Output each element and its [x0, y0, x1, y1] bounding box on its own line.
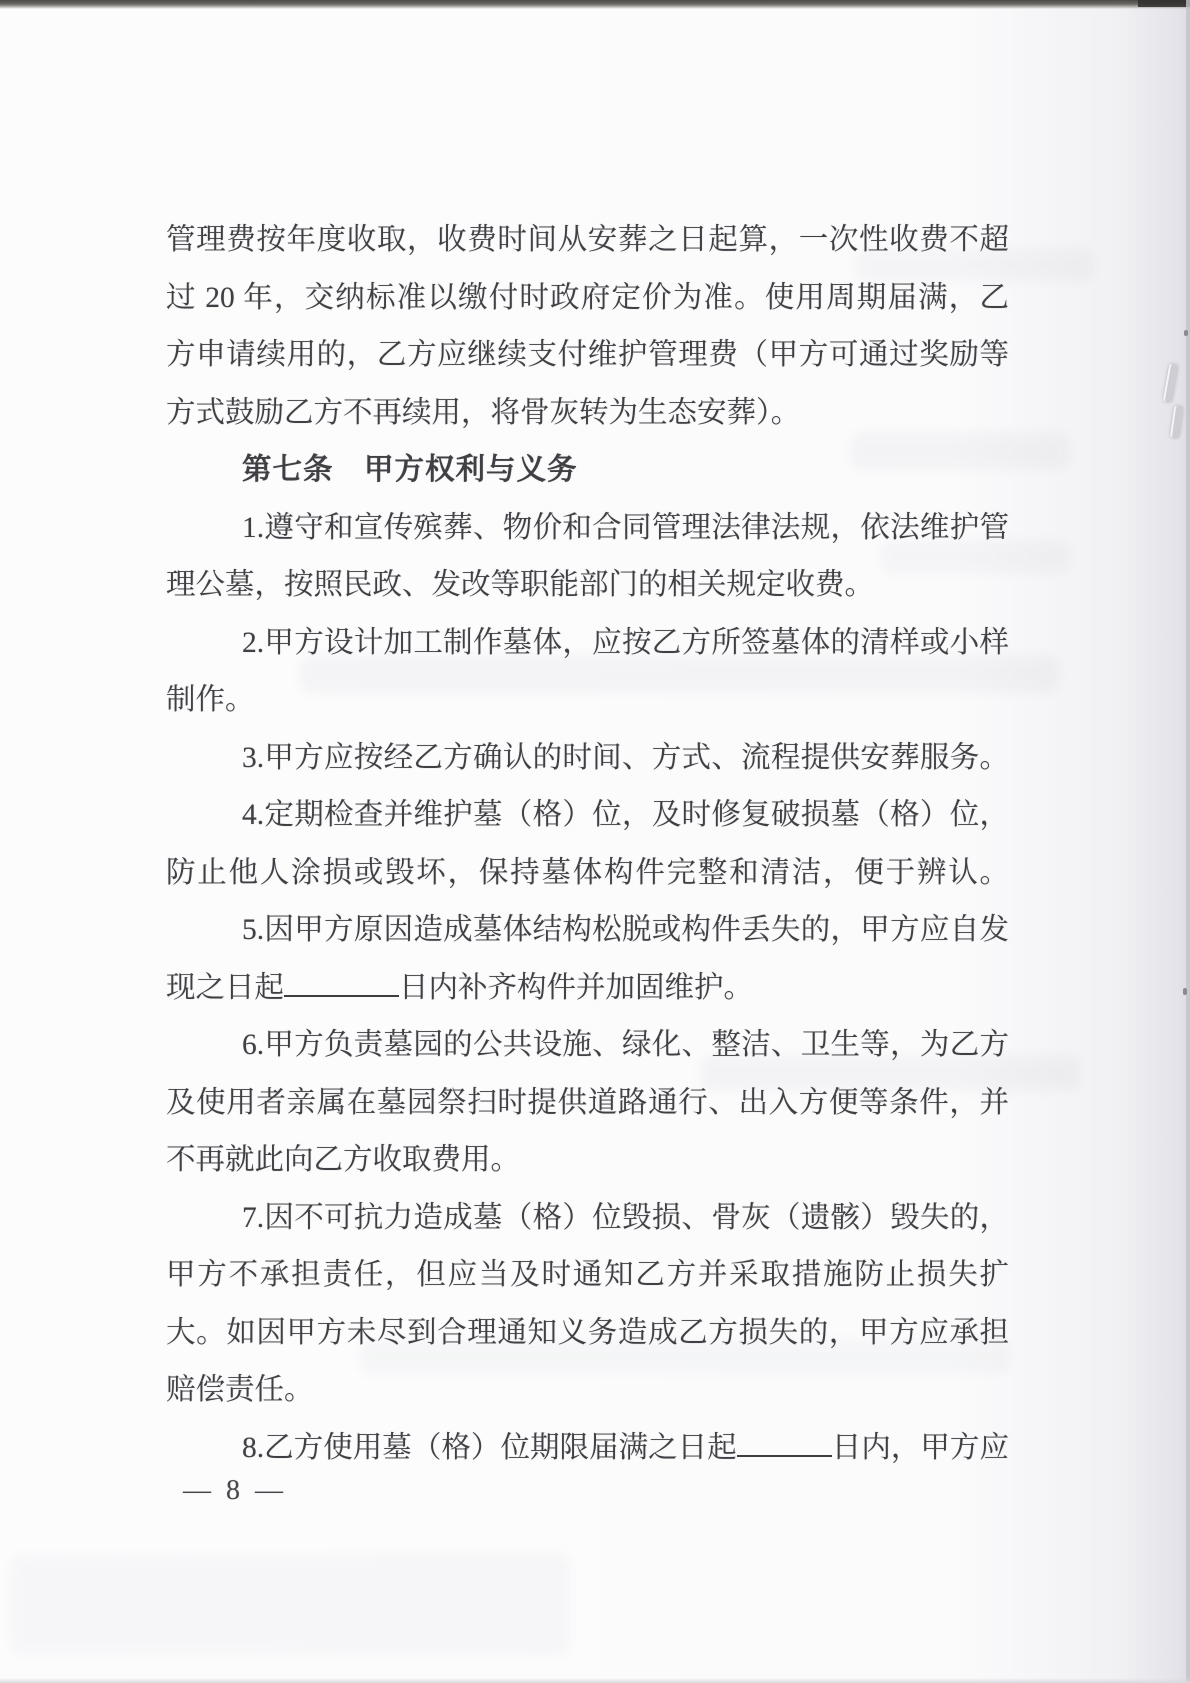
- bleedthrough-smudge: [10, 1555, 570, 1655]
- scan-right-edge: [1186, 0, 1190, 1683]
- scan-top-corner-mark: [1138, 0, 1190, 7]
- contract-line: 防止他人涂损或毁坏，保持墓体构件完整和清洁，便于辨认。: [166, 856, 1009, 889]
- contract-line: 6.甲方负责墓园的公共设施、绿化、整洁、卫生等，为乙方: [242, 1029, 1009, 1061]
- line-text: 现之日起: [166, 971, 285, 1004]
- contract-text-block: [166, 212, 1009, 1477]
- scan-bottom-edge: [0, 1678, 1190, 1683]
- page-number: — 8 —: [183, 1475, 287, 1506]
- contract-line: 理公墓，按照民政、发改等职能部门的相关规定收费。: [166, 569, 875, 601]
- contract-line: 管理费按年度收取，收费时间从安葬之日起算，一次性收费不超: [166, 224, 1009, 256]
- scan-top-edge: [0, 0, 1190, 9]
- fill-in-blank-days: [284, 969, 399, 996]
- contract-line: 大。如因甲方未尽到合理通知义务造成乙方损失的，甲方应承担: [166, 1316, 1009, 1349]
- contract-line-with-blank: [166, 1420, 1009, 1478]
- contract-line: 2.甲方设计加工制作墓体，应按乙方所签墓体的清样或小样: [242, 626, 1009, 659]
- scan-speck: [1183, 988, 1187, 995]
- contract-line: 1.遵守和宣传殡葬、物价和合同管理法律法规，依法维护管: [242, 511, 1009, 544]
- line-text: 8.乙方使用墓（格）位期限届满之日起: [242, 1431, 737, 1464]
- contract-line: 方申请续用的，乙方应继续支付维护管理费（甲方可通过奖励等: [166, 339, 1009, 371]
- line-text: 日内，甲方应: [831, 1431, 1009, 1464]
- contract-line: 7.因不可抗力造成墓（格）位毁损、骨灰（遗骸）毁失的，: [242, 1201, 1009, 1234]
- contract-line: 5.因甲方原因造成墓体结构松脱或构件丢失的，甲方应自发: [242, 914, 1009, 946]
- contract-line: 制作。: [166, 684, 255, 716]
- contract-line: 赔偿责任。: [166, 1374, 314, 1406]
- contract-line: 及使用者亲属在墓园祭扫时提供道路通行、出入方便等条件，并: [166, 1086, 1009, 1119]
- contract-line: 甲方不承担责任，但应当及时通知乙方并采取措施防止损失扩: [166, 1259, 1009, 1291]
- contract-line: 方式鼓励乙方不再续用，将骨灰转为生态安葬）。: [166, 396, 801, 429]
- staple-mark: [1163, 364, 1178, 403]
- line-text: 日内补齐构件并加固维护。: [399, 971, 754, 1004]
- fill-in-blank-days: [737, 1429, 832, 1456]
- contract-line: 不再就此向乙方收取费用。: [166, 1144, 521, 1176]
- contract-line: 过 20 年，交纳标准以缴付时政府定价为准。使用周期届满，乙: [166, 281, 1009, 314]
- staple-mark: [1170, 406, 1183, 439]
- article-7-heading: 第七条 甲方权利与义务: [242, 454, 578, 486]
- contract-line-with-blank: [166, 960, 1009, 1018]
- contract-line: 4.定期检查并维护墓（格）位，及时修复破损墓（格）位，: [242, 799, 1009, 831]
- scan-speck: [1184, 330, 1188, 336]
- contract-line: 3.甲方应按经乙方确认的时间、方式、流程提供安葬服务。: [242, 741, 1009, 774]
